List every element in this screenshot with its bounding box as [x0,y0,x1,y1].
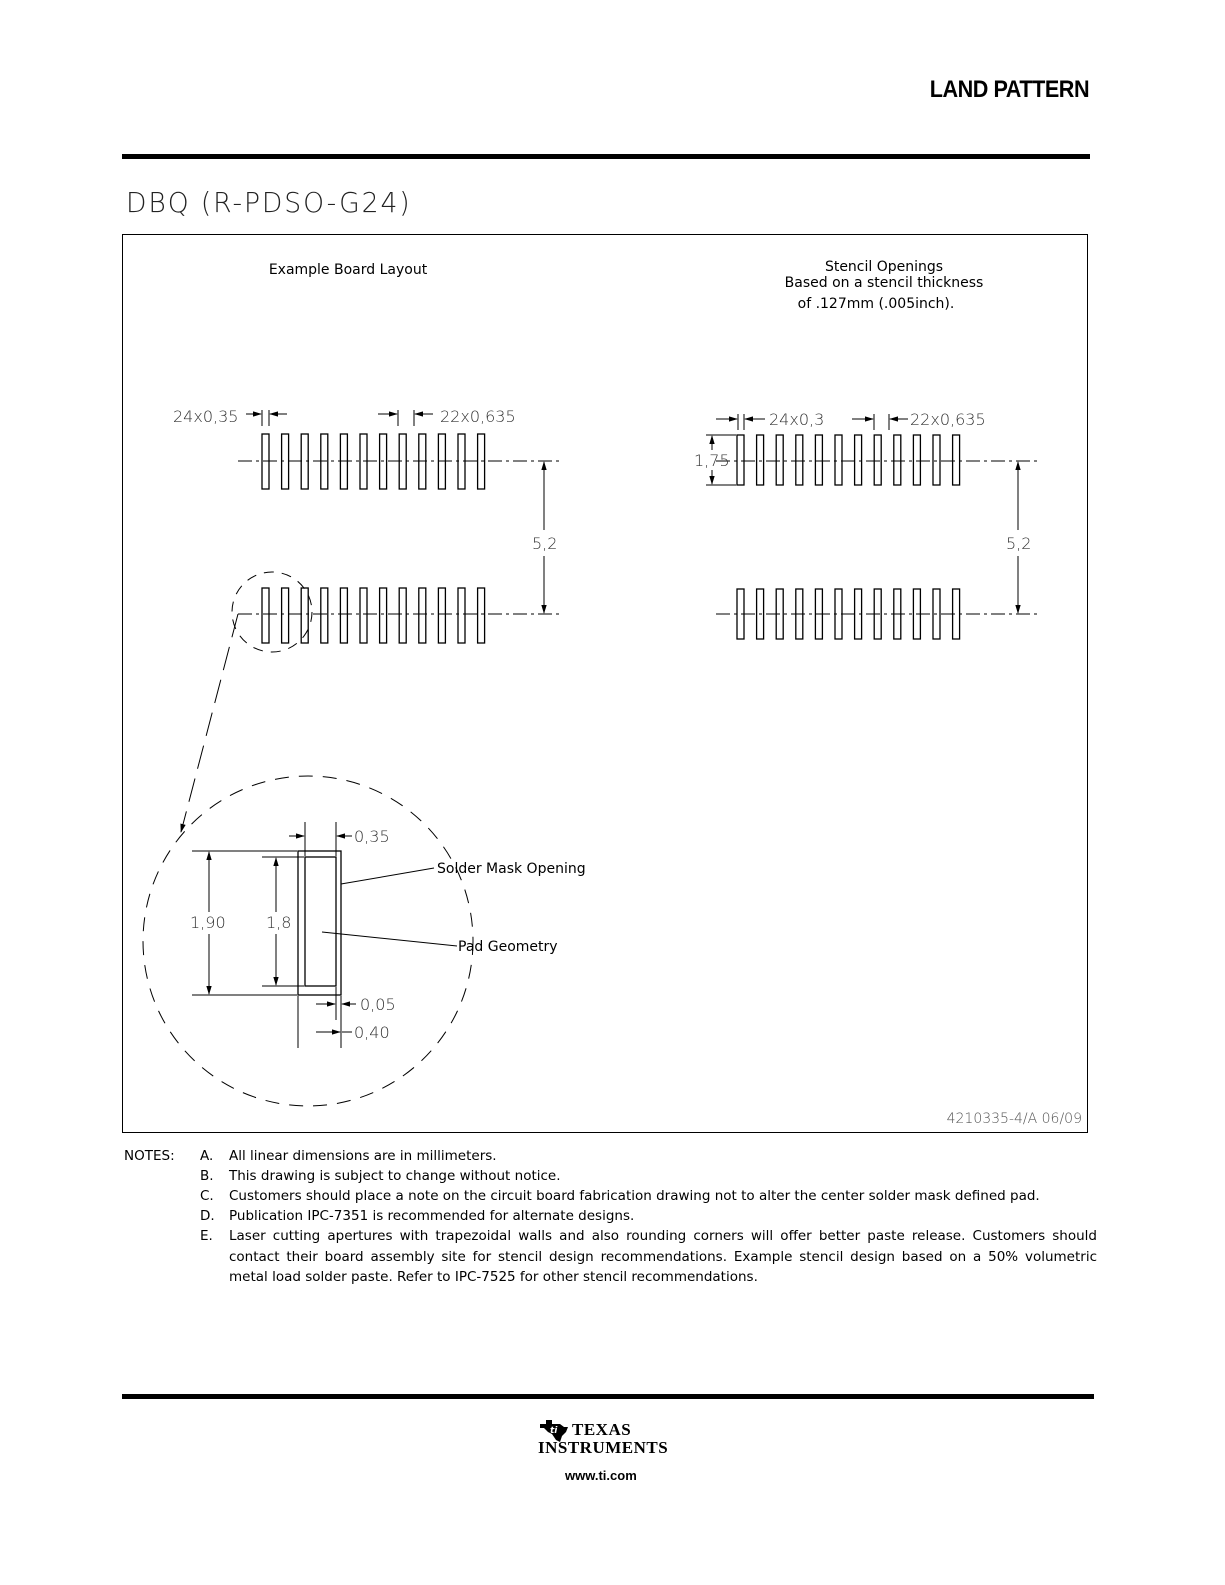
texas-instruments-logo [538,1418,688,1466]
solder-mask-opening-label: Solder Mask Opening [437,861,586,877]
pad [855,435,862,485]
board-dimensions [246,410,544,613]
note-letter: C. [200,1188,214,1204]
notes-label: NOTES: [124,1148,175,1164]
pad [913,435,920,485]
pad [815,435,822,485]
pad [282,588,289,643]
stencil-top-pad-row [737,435,960,485]
pad [874,435,881,485]
stencil-row-spacing-dim: 5,2 [1006,534,1032,553]
page-header-title: LAND PATTERN [929,76,1089,103]
note-text: Customers should place a note on the circuit board fabrication drawing not to alter the center solder mask defined pad. [229,1188,1040,1204]
stencil-label-line3: of .127mm (.005inch). [797,296,955,312]
pad [419,588,426,643]
pad [478,588,485,643]
pad [399,588,406,643]
pad [380,588,387,643]
website-link[interactable]: www.ti.com [565,1468,637,1483]
logo-text-line2: INSTRUMENTS [538,1438,669,1457]
pad [796,435,803,485]
detail-pad-length-dim: 1,8 [266,913,292,932]
stencil-label-line2: Based on a stencil thickness [784,275,984,291]
board-pitch-dim: 22x0,635 [440,407,516,426]
pad [340,588,347,643]
board-pad-width-dim: 24x0,35 [173,407,239,426]
detail-clearance-dim: 0,05 [360,995,396,1014]
pad [360,588,367,643]
detail-total-width-dim: 0,40 [354,1023,390,1042]
board-layout-label: Example Board Layout [268,262,428,278]
pad-geometry-label: Pad Geometry [458,939,558,955]
note-letter: A. [200,1148,214,1164]
note-letter: B. [200,1168,214,1184]
pad [953,435,960,485]
note-text: Publication IPC-7351 is recommended for alternate designs. [229,1208,635,1224]
detail-mask-width-dim: 0,35 [354,827,390,846]
stencil-pitch-dim: 22x0,635 [910,410,986,429]
stencil-label-line1: Stencil Openings [824,259,944,275]
board-bottom-pad-row [262,588,485,643]
pad [835,435,842,485]
pad [321,588,328,643]
stencil-pad-length-dim: 1,75 [694,451,730,470]
pad [262,588,269,643]
pad [894,435,901,485]
note-letter: E. [200,1228,213,1244]
note-letter: D. [200,1208,215,1224]
package-title: DBQ (R-PDSO-G24) [126,186,412,219]
detail-callout [143,572,473,1106]
pad [933,435,940,485]
pad [757,435,764,485]
note-text: This drawing is subject to change without notice. [229,1168,561,1184]
pad [776,435,783,485]
board-row-spacing-dim: 5,2 [532,534,558,553]
note-text: Laser cutting apertures with trapezoidal walls and also rounding corners will offer better paste release. Customers should contact their board assembly site for stencil design recommendations. Example stencil design based on a 50% volumetric metal load solder paste. Refer to IPC-7525 for other stencil recommendations. [229,1228,1097,1285]
svg-text:ti: ti [550,1426,558,1436]
stencil-pad-width-dim: 24x0,3 [769,410,825,429]
pad [737,435,744,485]
detail-mask-length-dim: 1,90 [190,913,226,932]
pad [438,588,445,643]
note-text: All linear dimensions are in millimeters. [229,1148,497,1164]
centerlines [238,461,1038,614]
pad [458,588,465,643]
footer-rule [122,1394,1094,1399]
drawing-number: 4210335-4/A 06/09 [946,1111,1082,1127]
logo-text-line1: TEXAS [572,1420,632,1439]
